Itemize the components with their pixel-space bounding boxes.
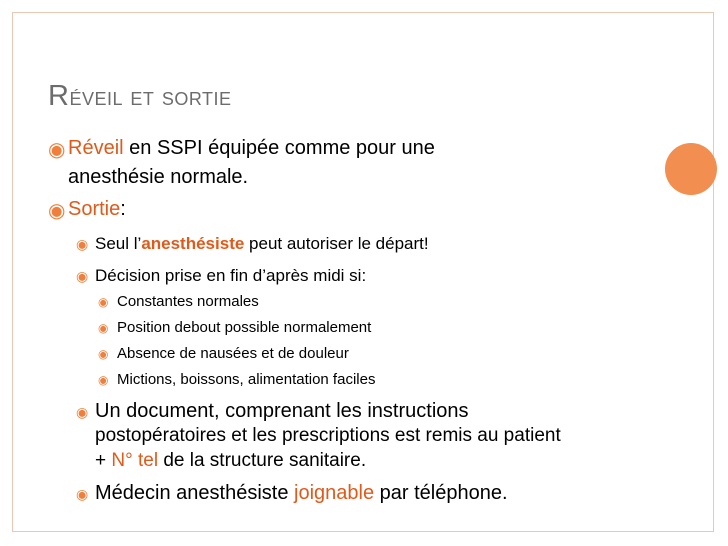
title-first-letter: R xyxy=(48,80,70,112)
title-rest: éveil et sortie xyxy=(69,83,232,111)
item-document-prefix: + xyxy=(95,450,112,471)
item-seul-before: Seul l’ xyxy=(95,234,142,253)
item-reveil-text: en SSPI équipée comme pour une xyxy=(123,137,435,159)
item-seul-accent: anesthésiste xyxy=(141,234,245,253)
bullet-icon: ◉ xyxy=(48,200,66,222)
item-reveil-continued: anesthésie normale. xyxy=(68,166,249,188)
item-document-after: de la structure sanitaire. xyxy=(158,450,367,471)
item-sortie xyxy=(68,198,126,221)
item-absence: Absence de nausées et de douleur xyxy=(117,345,349,362)
item-medecin-after: par téléphone. xyxy=(374,482,508,504)
item-seul-anesthesiste xyxy=(95,234,429,254)
item-mictions: Mictions, boissons, alimentation faciles xyxy=(117,371,376,388)
bullet-icon: ◉ xyxy=(76,236,89,252)
item-medecin-before: Médecin anesthésiste xyxy=(95,482,295,504)
bullet-icon: ◉ xyxy=(98,373,109,387)
item-sortie-accent: Sortie xyxy=(68,198,121,220)
bullet-icon: ◉ xyxy=(98,347,109,361)
bullet-icon: ◉ xyxy=(76,404,89,420)
bullet-icon: ◉ xyxy=(76,486,89,502)
item-constantes: Constantes normales xyxy=(117,293,259,310)
item-document-line3 xyxy=(95,450,366,472)
item-sortie-text: : xyxy=(120,198,126,220)
bullet-icon: ◉ xyxy=(98,295,109,309)
item-medecin-accent: joignable xyxy=(294,482,375,504)
item-reveil-accent: Réveil xyxy=(68,137,124,159)
item-seul-after: peut autoriser le départ! xyxy=(244,234,429,253)
item-medecin xyxy=(95,482,508,505)
decorative-circle xyxy=(665,143,717,195)
bullet-icon: ◉ xyxy=(98,321,109,335)
slide-title xyxy=(48,80,232,113)
bullet-icon: ◉ xyxy=(76,268,89,284)
item-document-accent: N° tel xyxy=(111,450,159,471)
item-decision: Décision prise en fin d’après midi si: xyxy=(95,266,367,285)
bullet-icon: ◉ xyxy=(48,139,66,161)
item-document-line2: postopératoires et les prescriptions est remis au patient xyxy=(95,425,561,446)
item-position: Position debout possible normalement xyxy=(117,319,372,336)
item-reveil xyxy=(68,137,435,160)
item-document-line1: Un document, comprenant les instructions xyxy=(95,400,469,422)
